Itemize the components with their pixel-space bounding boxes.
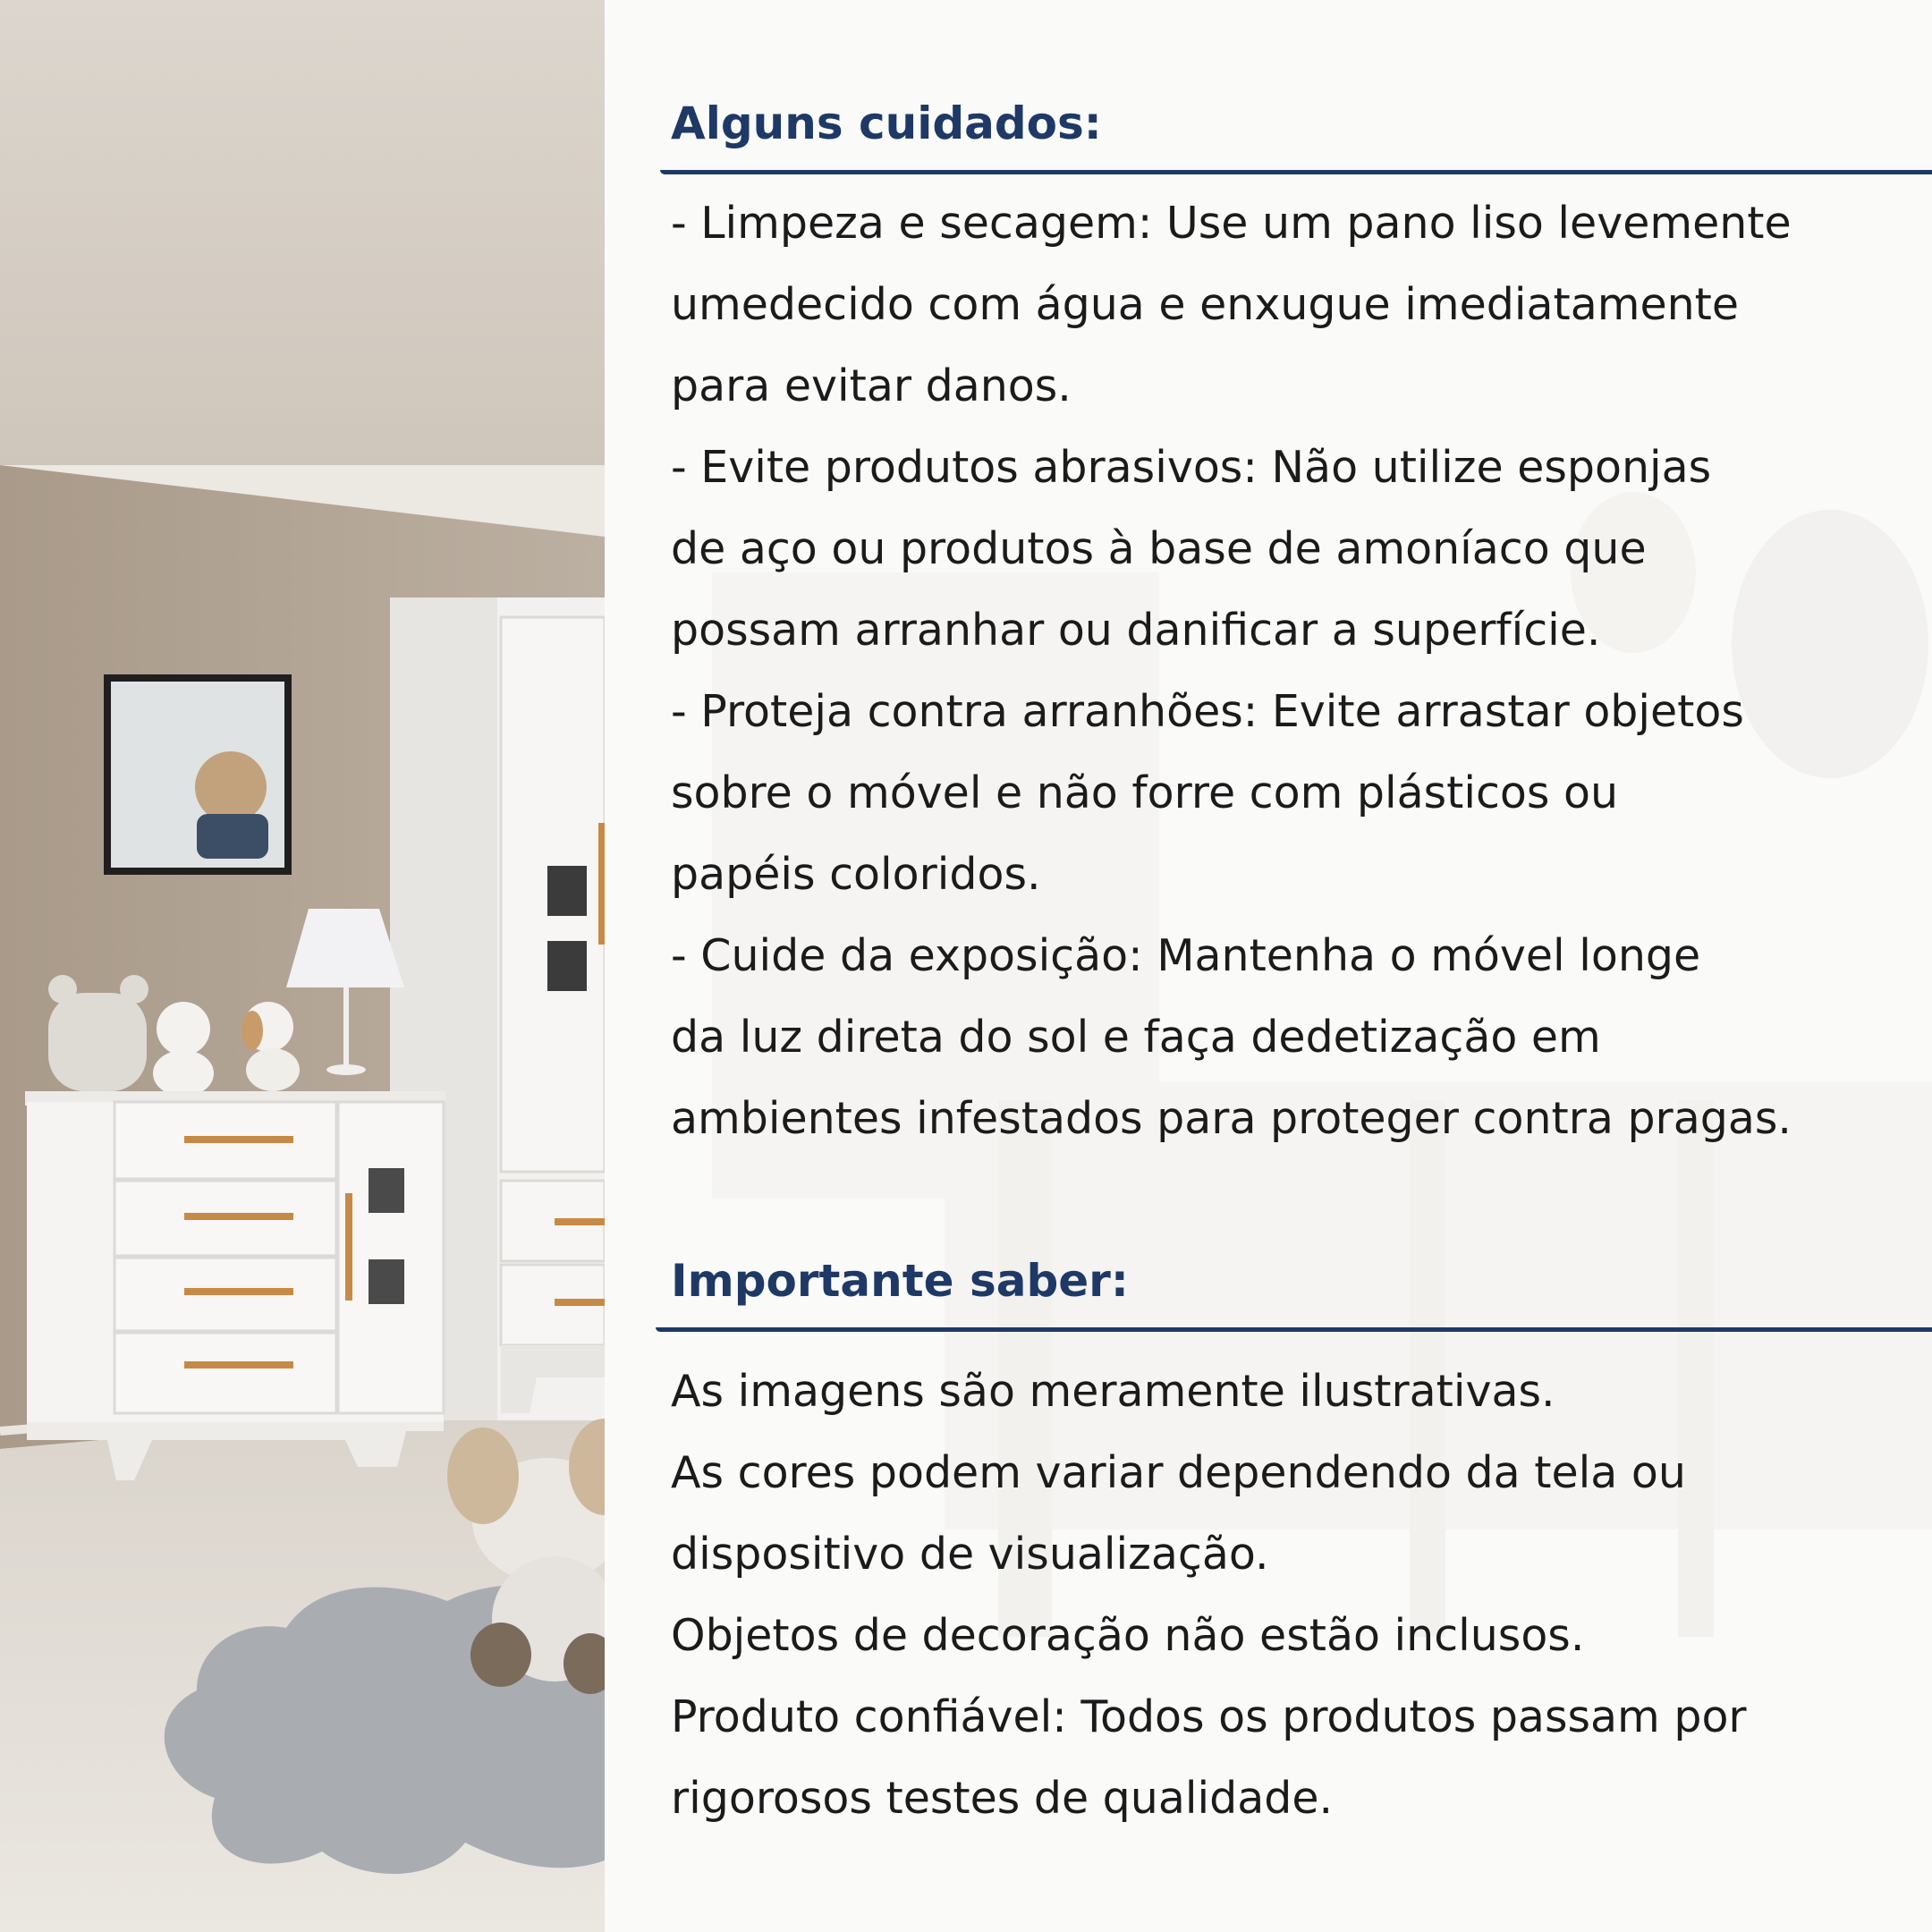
care-line: - Cuide da exposição: Mantenha o móvel longe (671, 930, 1701, 981)
care-line: possam arranhar ou danificar a superfície. (671, 605, 1601, 656)
wall-picture (104, 674, 292, 875)
important-line: dispositivo de visualização. (671, 1529, 1269, 1580)
care-line: sobre o móvel e não forre com plásticos ou (671, 767, 1619, 818)
care-line: - Proteja contra arranhões: Evite arrastar objetos (671, 686, 1744, 737)
dresser (25, 1091, 445, 1480)
important-line: rigorosos testes de qualidade. (671, 1773, 1334, 1824)
important-line: As cores podem variar dependendo da tela ou (671, 1447, 1686, 1498)
care-line: - Limpeza e secagem: Use um pano liso levemente (671, 198, 1792, 249)
care-line: umedecido com água e enxugue imediatamente (671, 279, 1740, 330)
important-line: Objetos de decoração não estão inclusos. (671, 1610, 1585, 1661)
important-title: Importante saber: (671, 1255, 1129, 1307)
care-title-underline (660, 170, 1932, 174)
important-line: As imagens são meramente ilustrativas. (671, 1366, 1555, 1417)
care-line: para evitar danos. (671, 360, 1072, 411)
important-line: Produto confiável: Todos os produtos passam por (671, 1691, 1747, 1742)
care-line: - Evite produtos abrasivos: Não utilize esponjas (671, 442, 1712, 493)
care-line: da luz direta do sol e faça dedetização em (671, 1012, 1601, 1063)
care-line: de aço ou produtos à base de amoníaco que (671, 523, 1647, 574)
care-line: ambientes infestados para proteger contra pragas. (671, 1093, 1792, 1144)
care-line: papéis coloridos. (671, 849, 1041, 900)
nursery-photo (0, 0, 605, 1932)
important-title-underline (656, 1327, 1932, 1332)
care-list (671, 182, 1914, 1159)
nursery-room-photo-icon (0, 0, 605, 1932)
important-list (671, 1351, 1914, 1839)
care-title: Alguns cuidados: (671, 97, 1102, 149)
ceiling (0, 0, 605, 465)
